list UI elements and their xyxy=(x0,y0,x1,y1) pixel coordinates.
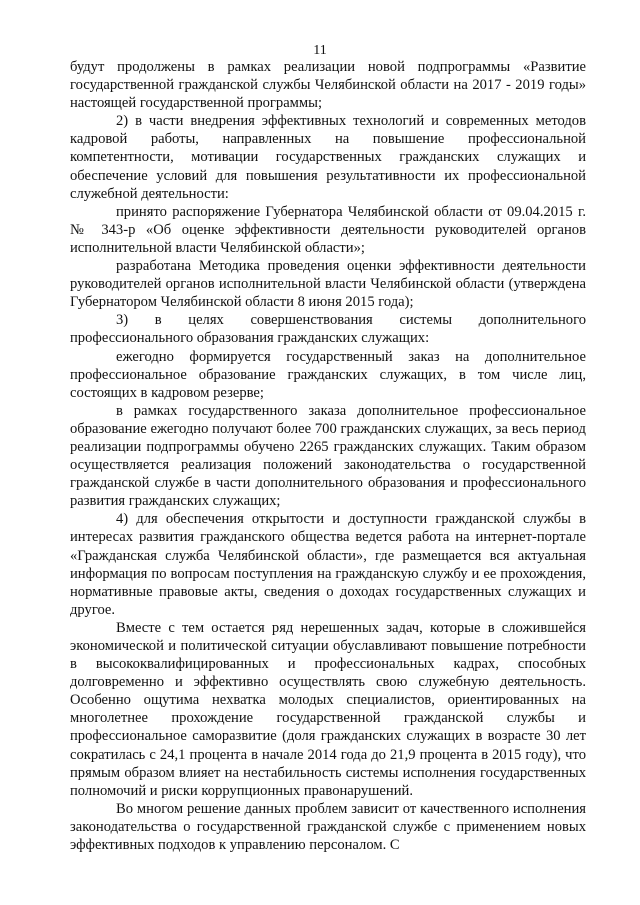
paragraph: ежегодно формируется государственный заказ на дополнительное профессиональное образование гражданских служащих, в том числе лиц, состоящих в кадровом резерве; xyxy=(70,348,586,401)
document-body xyxy=(70,58,586,854)
paragraph: в рамках государственного заказа дополнительное профессиональное образование ежегодно получают более 700 гражданских служащих, за весь период реализации подпрограммы обучено 2265 гражданских служащих. Таким образом осуществляется реализация положений законодательства о государственной гражданской службе в части дополнительного образования и профессионального развития гражданских служащих; xyxy=(70,402,586,510)
page-number: 11 xyxy=(313,43,327,58)
paragraph: разработана Методика проведения оценки эффективности деятельности руководителей органов исполнительной власти Челябинской области (утверждена Губернатором Челябинской области 8 июня 2015 года); xyxy=(70,258,586,311)
paragraph: 2) в части внедрения эффективных технологий и современных методов кадровой работы, направленных на повышение профессиональной компетентности, мотивации государственных гражданских служащих и обеспечение условий для повышения результативности их профессиональной служебной деятельности: xyxy=(70,113,586,202)
paragraph: Во многом решение данных проблем зависит от качественного исполнения законодательства о государственной гражданской службе с применением новых эффективных подходов к управлению персоналом. С xyxy=(70,800,586,854)
paragraph: принято распоряжение Губернатора Челябинской области от 09.04.2015 г. № 343-р «Об оценке эффективности деятельности руководителей органов исполнительной власти Челябинской области»; xyxy=(70,203,586,256)
paragraph: будут продолжены в рамках реализации новой подпрограммы «Развитие государственной гражданской службы Челябинской области на 2017 - 2019 годы» настоящей государственной программы; xyxy=(70,59,586,112)
paragraph: Вместе с тем остается ряд нерешенных задач, которые в сложившейся экономической и политической ситуации обуславливают повышение потребности в высококвалифицированных и профессиональных кадрах, способных долговременно и эффективно осуществлять свою служебную деятельность. Особенно ощутима нехватка молодых специалистов, ориентированных на многолетнее прохождение государственной гражданской службы и профессиональное саморазвитие (доля гражданских служащих в возрасте 30 лет сократилась с 24,1 процента в начале 2014 года до 21,9 процента в 2015 году), что прямым образом влияет на нестабильность системы исполнения государственных полномочий и риски коррупционных правонарушений. xyxy=(70,619,586,799)
paragraph: 3) в целях совершенствования системы дополнительного профессионального образования гражданских служащих: xyxy=(70,312,586,347)
paragraph: 4) для обеспечения открытости и доступности гражданской службы в интересах развития гражданского общества ведется работа на интернет-портале «Гражданская служба Челябинской области», где размещается вся актуальная информация по вопросам поступления на гражданскую службу и ее прохождения, нормативные правовые акты, сведения о доходах государственных служащих и другое. xyxy=(70,511,586,618)
